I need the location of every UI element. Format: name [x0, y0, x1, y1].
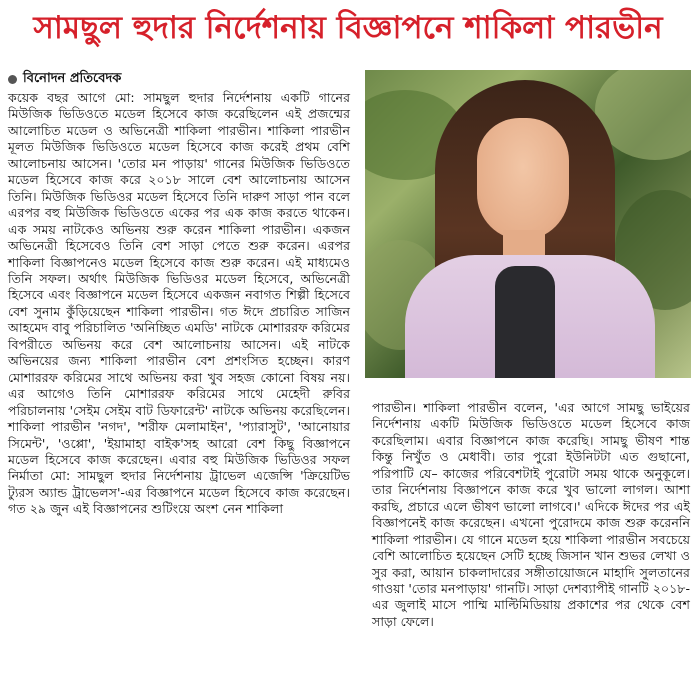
byline: [8, 70, 121, 88]
article-text-left: কয়েক বছর আগে মো: সামছুল হুদার নির্দেশনায় একটি গানের মিউজিক ভিডিওতে মডেল হিসেবে কাজ করেছিলেন এই প্রজন্মের আলোচিত মডেল ও অভিনেত্রী শাকিলা পারভীন। শাকিলা পারভীন মূলত মিউজিক ভিডিওতে মডেল হিসেবে কাজ করেই প্রথম বেশি আলোচনায় আসেন। 'তোর মন পাড়ায়' গানের মিউজিক ভিডিওতে মডেল হিসেবে কাজ করে ২০১৮ সালে বেশ আলোচনায় আসেন তিনি। মিউজিক ভিডিওর মডেল হিসেবে তিনি দারুণ সাড়া পান বলে এরপর বহু মিউজিক ভিডিওতে একের পর এক কাজ করতে থাকেন। এক সময় নাটকেও অভিনয় শুরু করেন শাকিলা পারভীন। একজন অভিনেত্রী হিসেবেও তিনি বেশ সাড়া পেতে শুরু করেন। এরপর শাকিলা বিজ্ঞাপনেও মডেল হিসেবে কাজ শুরু করেন। এই মাধ্যমেও তিনি সফল। অর্থাৎ মিউজিক ভিডিওর মডেল হিসেবে, অভিনেত্রী হিসেবে এবং বিজ্ঞাপনে মডেল হিসেবে একজন নবাগত শিল্পী হিসেবে বেশ সুনাম কুঁড়িয়েছেন শাকিলা পারভীন। গত ঈদে প্রচারিত সাজিন আহমেদ বাবু পরিচালিত 'অনিচ্ছিত এমডি' নাটকে মোশাররফ করিমের বিপরীতে অভিনয় করে বেশ আলোচনায় আসেন। এই নাটকে অভিনয়ের জন্য শাকিলা পারভীন বেশ প্রশংসিত হচ্ছেন। কারণ মোশাররফ করিমের সাথে অভিনয় করা খুব সহজ কোনো বিষয় নয়। এর আগেও তিনি মোশাররফ করিমের সাথে মেহেদী রুবির পরিচালনায় 'সেইম সেইম বাট ডিফারেন্ট' নাটকে অভিনয় করেছিলেন। শাকিলা পারভীন 'নগদ', 'শরীফ মেলামাইন', 'প্যারাসুট', 'আনোয়ার সিমেন্ট', 'ওপ্পো', 'ইয়ামাহা বাইক'সহ আরো বেশ কিছু বিজ্ঞাপনে মডেল হিসেবে কাজ করেছেন। এবার বহু মিউজিক ভিডিওর সফল নির্মাতা মো: সামছুল হুদার নির্দেশনায় ট্রাভেল এজেন্সি 'ক্রিয়েটিভ ট্যুরস অ্যান্ড ট্রাভেলস'-এর বিজ্ঞাপনে মডেল হিসেবে কাজ করেছেন। গত ২৯ জুন এই বিজ্ঞাপনের শুটিংয়ে অংশ নেন শাকিলা: [8, 90, 350, 517]
article-text-right: পারভীন। শাকিলা পারভীন বলেন, 'এর আগে সামছু ভাইয়ের নির্দেশনায় একটি মিউজিক ভিডিওতে মডেল হিসেবে কাজ করেছিলাম। এবার বিজ্ঞাপনে কাজ করেছি। সামছু ভীষণ শান্ত কিন্তু নিখুঁত ও মেধাবী। তার পুরো ইউনিটটা এত গুছানো, পরিপাটি যে– কাজের পরিবেশটাই পুরোটা সময় থাকে অনুকূলে। তার নির্দেশনায় বিজ্ঞাপনে কাজ করে খুব ভালো লাগল। আশা করছি, প্রচারে এলে ভীষণ ভালো লাগবে।' এদিকে ঈদের পর এই বিজ্ঞাপনেই কাজ করেছেন। এখনো পুরোদমে কাজ শুরু করেননি শাকিলা পারভীন। যে গানে মডেল হয়ে শাকিলা পারভীন সবচেয়ে বেশি আলোচিত হয়েছেন সেটি হচ্ছে জিসান খান শুভর লেখা ও সুর করা, আয়ান চাকলাদারের সঙ্গীতায়োজনে মাহাদি সুলতানের গাওয়া 'তোর মনপাড়ায়' গানটি। সাড়া দেশব্যাপীই গানটি ২০১৮-এর জুলাই মাসে পাম্মি মাল্টিমিডিয়ায় প্রকাশের পর থেকে বেশ সাড়া ফেলে।: [372, 400, 690, 629]
byline-text: বিনোদন প্রতিবেদক: [23, 70, 122, 86]
headline: সামছুল হুদার নির্দেশনায় বিজ্ঞাপনে শাকিলা পারভীন: [33, 9, 663, 46]
article-photo: [365, 70, 691, 378]
bullet-icon: [8, 75, 17, 84]
article-column-left: [8, 90, 350, 518]
photo-face: [477, 118, 569, 240]
photo-top: [495, 266, 555, 378]
article-column-right: [372, 400, 690, 630]
